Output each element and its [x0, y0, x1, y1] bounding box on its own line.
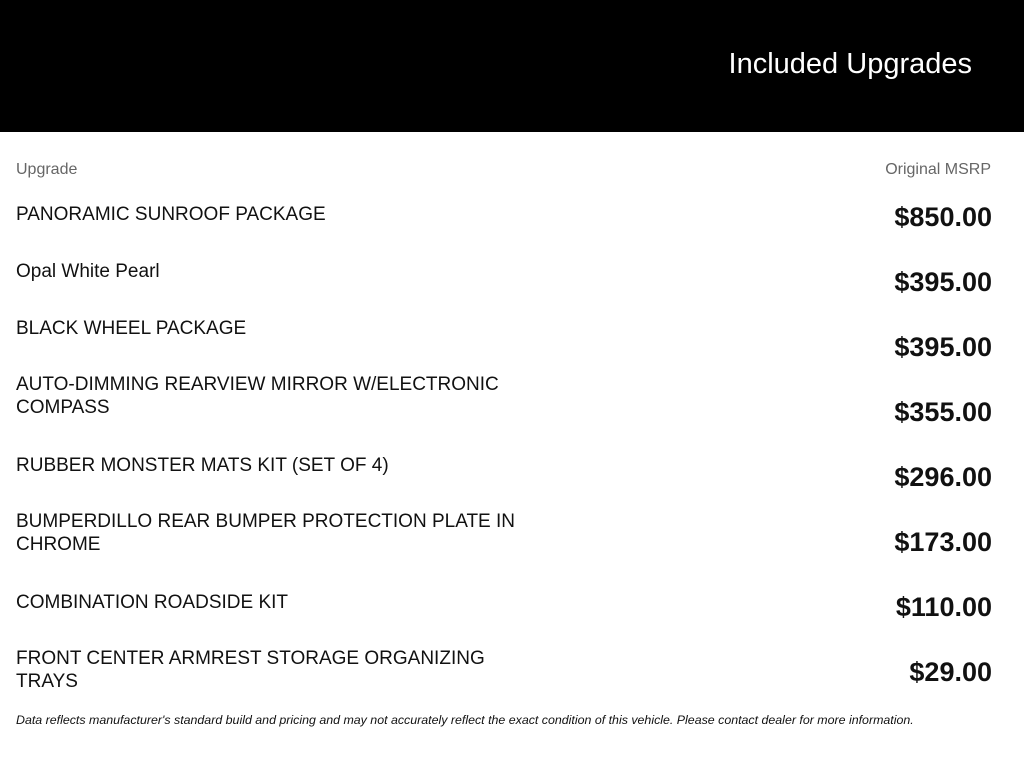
upgrade-name: RUBBER MONSTER MATS KIT (SET OF 4) — [16, 455, 389, 476]
upgrade-price: $173.00 — [894, 527, 992, 557]
upgrade-price: $395.00 — [894, 267, 992, 297]
upgrade-name: FRONT CENTER ARMREST STORAGE ORGANIZING TRAYS — [16, 648, 485, 692]
disclaimer-text: Data reflects manufacturer's standard build and pricing and may not accurately reflect the exact condition of this vehicle. Please contact dealer for more information. — [16, 713, 914, 727]
column-header-msrp: Original MSRP — [885, 161, 991, 178]
upgrade-name: BUMPERDILLO REAR BUMPER PROTECTION PLATE IN CHROME — [16, 511, 516, 555]
upgrade-name: AUTO-DIMMING REARVIEW MIRROR W/ELECTRONIC COMPASS — [16, 374, 499, 418]
upgrade-price: $29.00 — [909, 657, 992, 687]
upgrade-name: BLACK WHEEL PACKAGE — [16, 318, 247, 339]
upgrade-name: COMBINATION ROADSIDE KIT — [16, 592, 289, 613]
upgrade-price: $296.00 — [894, 462, 992, 492]
upgrade-name: PANORAMIC SUNROOF PACKAGE — [16, 204, 326, 225]
header-banner — [0, 0, 1024, 132]
upgrade-price: $850.00 — [894, 202, 992, 232]
upgrade-price: $110.00 — [895, 592, 992, 622]
upgrade-price: $355.00 — [894, 397, 992, 427]
upgrade-price: $395.00 — [894, 332, 992, 362]
page-title: Included Upgrades — [728, 48, 972, 80]
column-header-upgrade: Upgrade — [16, 161, 78, 178]
upgrade-name: Opal White Pearl — [16, 261, 160, 282]
